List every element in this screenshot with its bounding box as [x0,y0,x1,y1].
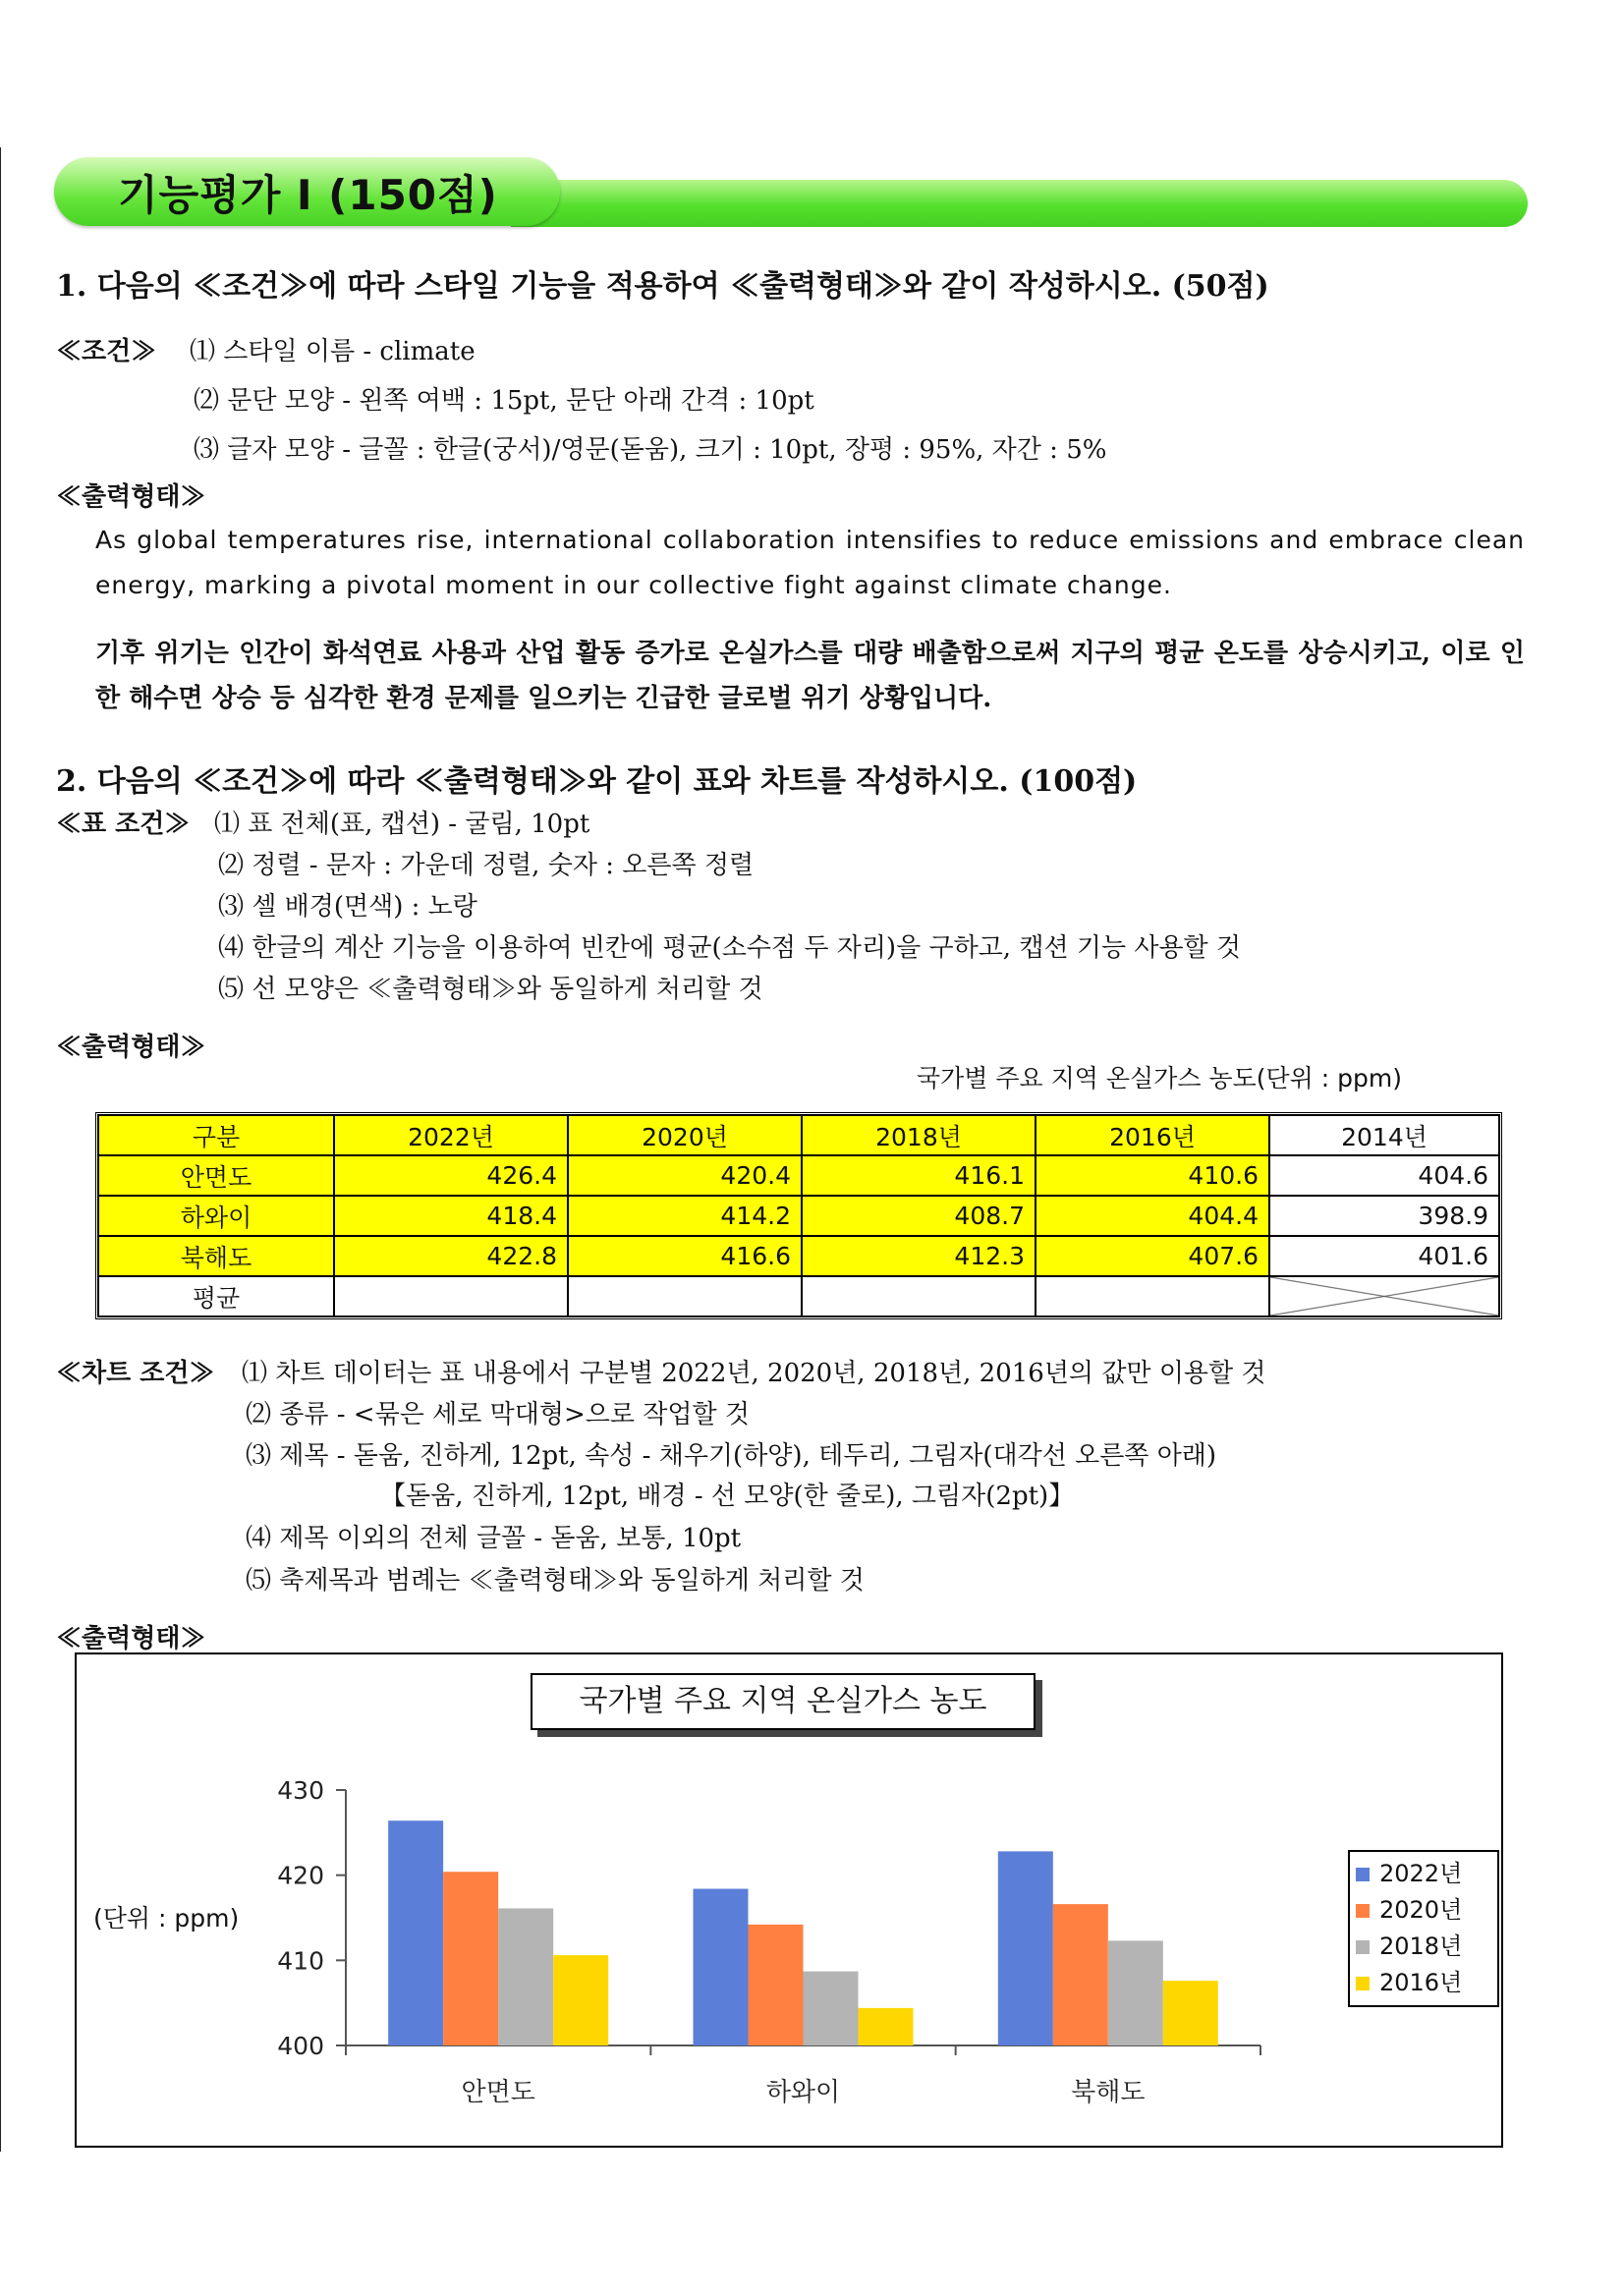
header-cell-category: 구분 [98,1115,334,1155]
y-tick-label: 410 [277,1946,324,1976]
chart-condition-4: ⑷ 제목 이외의 전체 글꼴 - 돋움, 보통, 10pt [246,1524,742,1553]
legend-item-2016 [1356,1965,1491,2001]
table-condition-2: ⑵ 정렬 - 문자 : 가운데 정렬, 숫자 : 오른쪽 정렬 [218,851,755,880]
header-cell-2020: 2020년 [568,1115,802,1155]
table-condition-1: ⑴ 표 전체(표, 캡션) - 굴림, 10pt [214,810,590,839]
table-cell: 404.6 [1269,1155,1499,1196]
chart-condition-2: ⑵ 종류 - <묶은 세로 막대형>으로 작업할 것 [246,1400,750,1429]
row-label: 안면도 [98,1155,334,1196]
bar-2016년-북해도 [1163,1981,1218,2045]
bar-2018년-북해도 [1108,1940,1163,2045]
header-cell-2022: 2022년 [334,1115,568,1155]
section2-heading: 2. 다음의 ≪조건≫에 따라 ≪출력형태≫와 같이 표와 차트를 작성하시오. (100점) [56,764,1138,799]
legend-item-2020 [1356,1892,1491,1929]
chart-output-label: ≪출력형태≫ [56,1624,206,1653]
section1-condition-1: ⑴ 스타일 이름 - climate [190,337,476,366]
table-cell: 416.1 [802,1155,1036,1196]
table-condition-4: ⑷ 한글의 계산 기능을 이용하여 빈칸에 평균(소수점 두 자리)을 구하고, 캡션 기능 사용할 것 [218,933,1242,963]
table-cell: 426.4 [334,1155,568,1196]
section1-heading: 1. 다음의 ≪조건≫에 따라 스타일 기능을 적용하여 ≪출력형태≫와 같이 작성하시오. (50점) [56,269,1269,304]
chart-condition-3: ⑶ 제목 - 돋움, 진하게, 12pt, 속성 - 채우기(하양), 테두리, 그림자(대각선 오른쪽 아래) [246,1441,1217,1471]
legend-item-2022 [1356,1856,1491,1892]
legend-item-2018 [1356,1929,1491,1965]
section1-condition-2: ⑵ 문단 모양 - 왼쪽 여백 : 15pt, 문단 아래 간격 : 10pt [194,386,814,416]
header-cell-2016: 2016년 [1036,1115,1269,1155]
bar-2016년-안면도 [553,1955,608,2045]
legend-swatch [1356,1977,1370,1990]
legend-label: 2018년 [1379,1932,1463,1960]
chart-legend [1348,1850,1499,2007]
y-tick-label: 430 [277,1776,324,1805]
table-cell: 408.7 [802,1196,1036,1236]
bar-2018년-안면도 [498,1908,553,2045]
paragraph-korean: 기후 위기는 인간이 화석연료 사용과 산업 활동 증가로 온실가스를 대량 배출함으로써 지구의 평균 온도를 상승시키고, 이로 인한 해수면 상승 등 심각한 환경 문제를 일으키는 긴급한 글로벌 위기 상황입니다. [95,639,1525,713]
paragraph-english: As global temperatures rise, international collaboration intensifies to reduce emissions and embrace clean energy, marking a pivotal moment in our collective fight against climate change. [95,526,1525,599]
bar-2020년-하와이 [749,1925,804,2045]
row-label: 북해도 [98,1236,334,1276]
legend-swatch [1356,1940,1370,1954]
table-cell: 407.6 [1036,1236,1269,1276]
table-condition-5: ⑸ 선 모양은 ≪출력형태≫와 동일하게 처리할 것 [218,975,763,1004]
table-cell: 404.4 [1036,1196,1269,1236]
y-tick-label: 400 [277,2032,324,2060]
chart-cond-label: ≪차트 조건≫ [56,1359,215,1388]
table-cell: 422.8 [334,1236,568,1276]
table-condition-3: ⑶ 셀 배경(면색) : 노랑 [218,892,477,922]
table-cell: 412.3 [802,1236,1036,1276]
table-caption: 국가별 주요 지역 온실가스 농도(단위 : ppm) [917,1064,1402,1092]
x-category-label: 안면도 [461,2078,535,2107]
row-label: 하와이 [98,1196,334,1236]
header-cell-2018: 2018년 [802,1115,1036,1155]
chart-condition-3-detail: 【돋움, 진하게, 12pt, 배경 - 선 모양(한 줄로), 그림자(2pt)】 [380,1482,1075,1511]
section1-condition-3: ⑶ 글자 모양 - 글꼴 : 한글(궁서)/영문(돋움), 크기 : 10pt, 장평 : 95%, 자간 : 5% [194,435,1107,465]
bar-2022년-안면도 [388,1820,443,2045]
y-tick-label: 420 [277,1861,324,1890]
legend-label: 2022년 [1379,1860,1463,1887]
table-cell: 398.9 [1269,1196,1499,1236]
table-cell: 401.6 [1269,1236,1499,1276]
bar-2016년-하와이 [859,2008,914,2045]
chart-condition-1: ⑴ 차트 데이터는 표 내용에서 구분별 2022년, 2020년, 2018년, 2016년의 값만 이용할 것 [242,1359,1266,1388]
x-category-label: 하와이 [765,2078,841,2107]
legend-label: 2020년 [1379,1896,1463,1924]
bar-2020년-북해도 [1053,1904,1108,2045]
bar-2018년-하와이 [804,1972,859,2045]
section1-output-label: ≪출력형태≫ [56,482,206,512]
y-axis-title: (단위 : ppm) [93,1904,240,1932]
table-cell: 420.4 [568,1155,802,1196]
bar-2020년-안면도 [443,1872,498,2045]
table-cond-label: ≪표 조건≫ [56,810,191,839]
bar-2022년-하와이 [694,1889,749,2045]
table-cell: 410.6 [1036,1155,1269,1196]
x-category-label: 북해도 [1071,2078,1146,2107]
average-label: 평균 [98,1276,334,1316]
chart-condition-5: ⑸ 축제목과 범례는 ≪출력형태≫와 동일하게 처리할 것 [246,1566,865,1596]
section1-cond-label: ≪조건≫ [56,337,157,366]
legend-label: 2016년 [1379,1969,1463,1996]
chart-title: 국가별 주요 지역 온실가스 농도 [531,1673,1036,1730]
table-cell: 414.2 [568,1196,802,1236]
table-cell: 416.6 [568,1236,802,1276]
table-output-label: ≪출력형태≫ [56,1033,206,1062]
page-title: 기능평가 Ⅰ (150점) [118,171,498,219]
legend-swatch [1356,1904,1370,1918]
bar-2022년-북해도 [998,1851,1053,2045]
table-cell: 418.4 [334,1196,568,1236]
header-cell-2014: 2014년 [1269,1115,1499,1155]
legend-swatch [1356,1868,1370,1881]
